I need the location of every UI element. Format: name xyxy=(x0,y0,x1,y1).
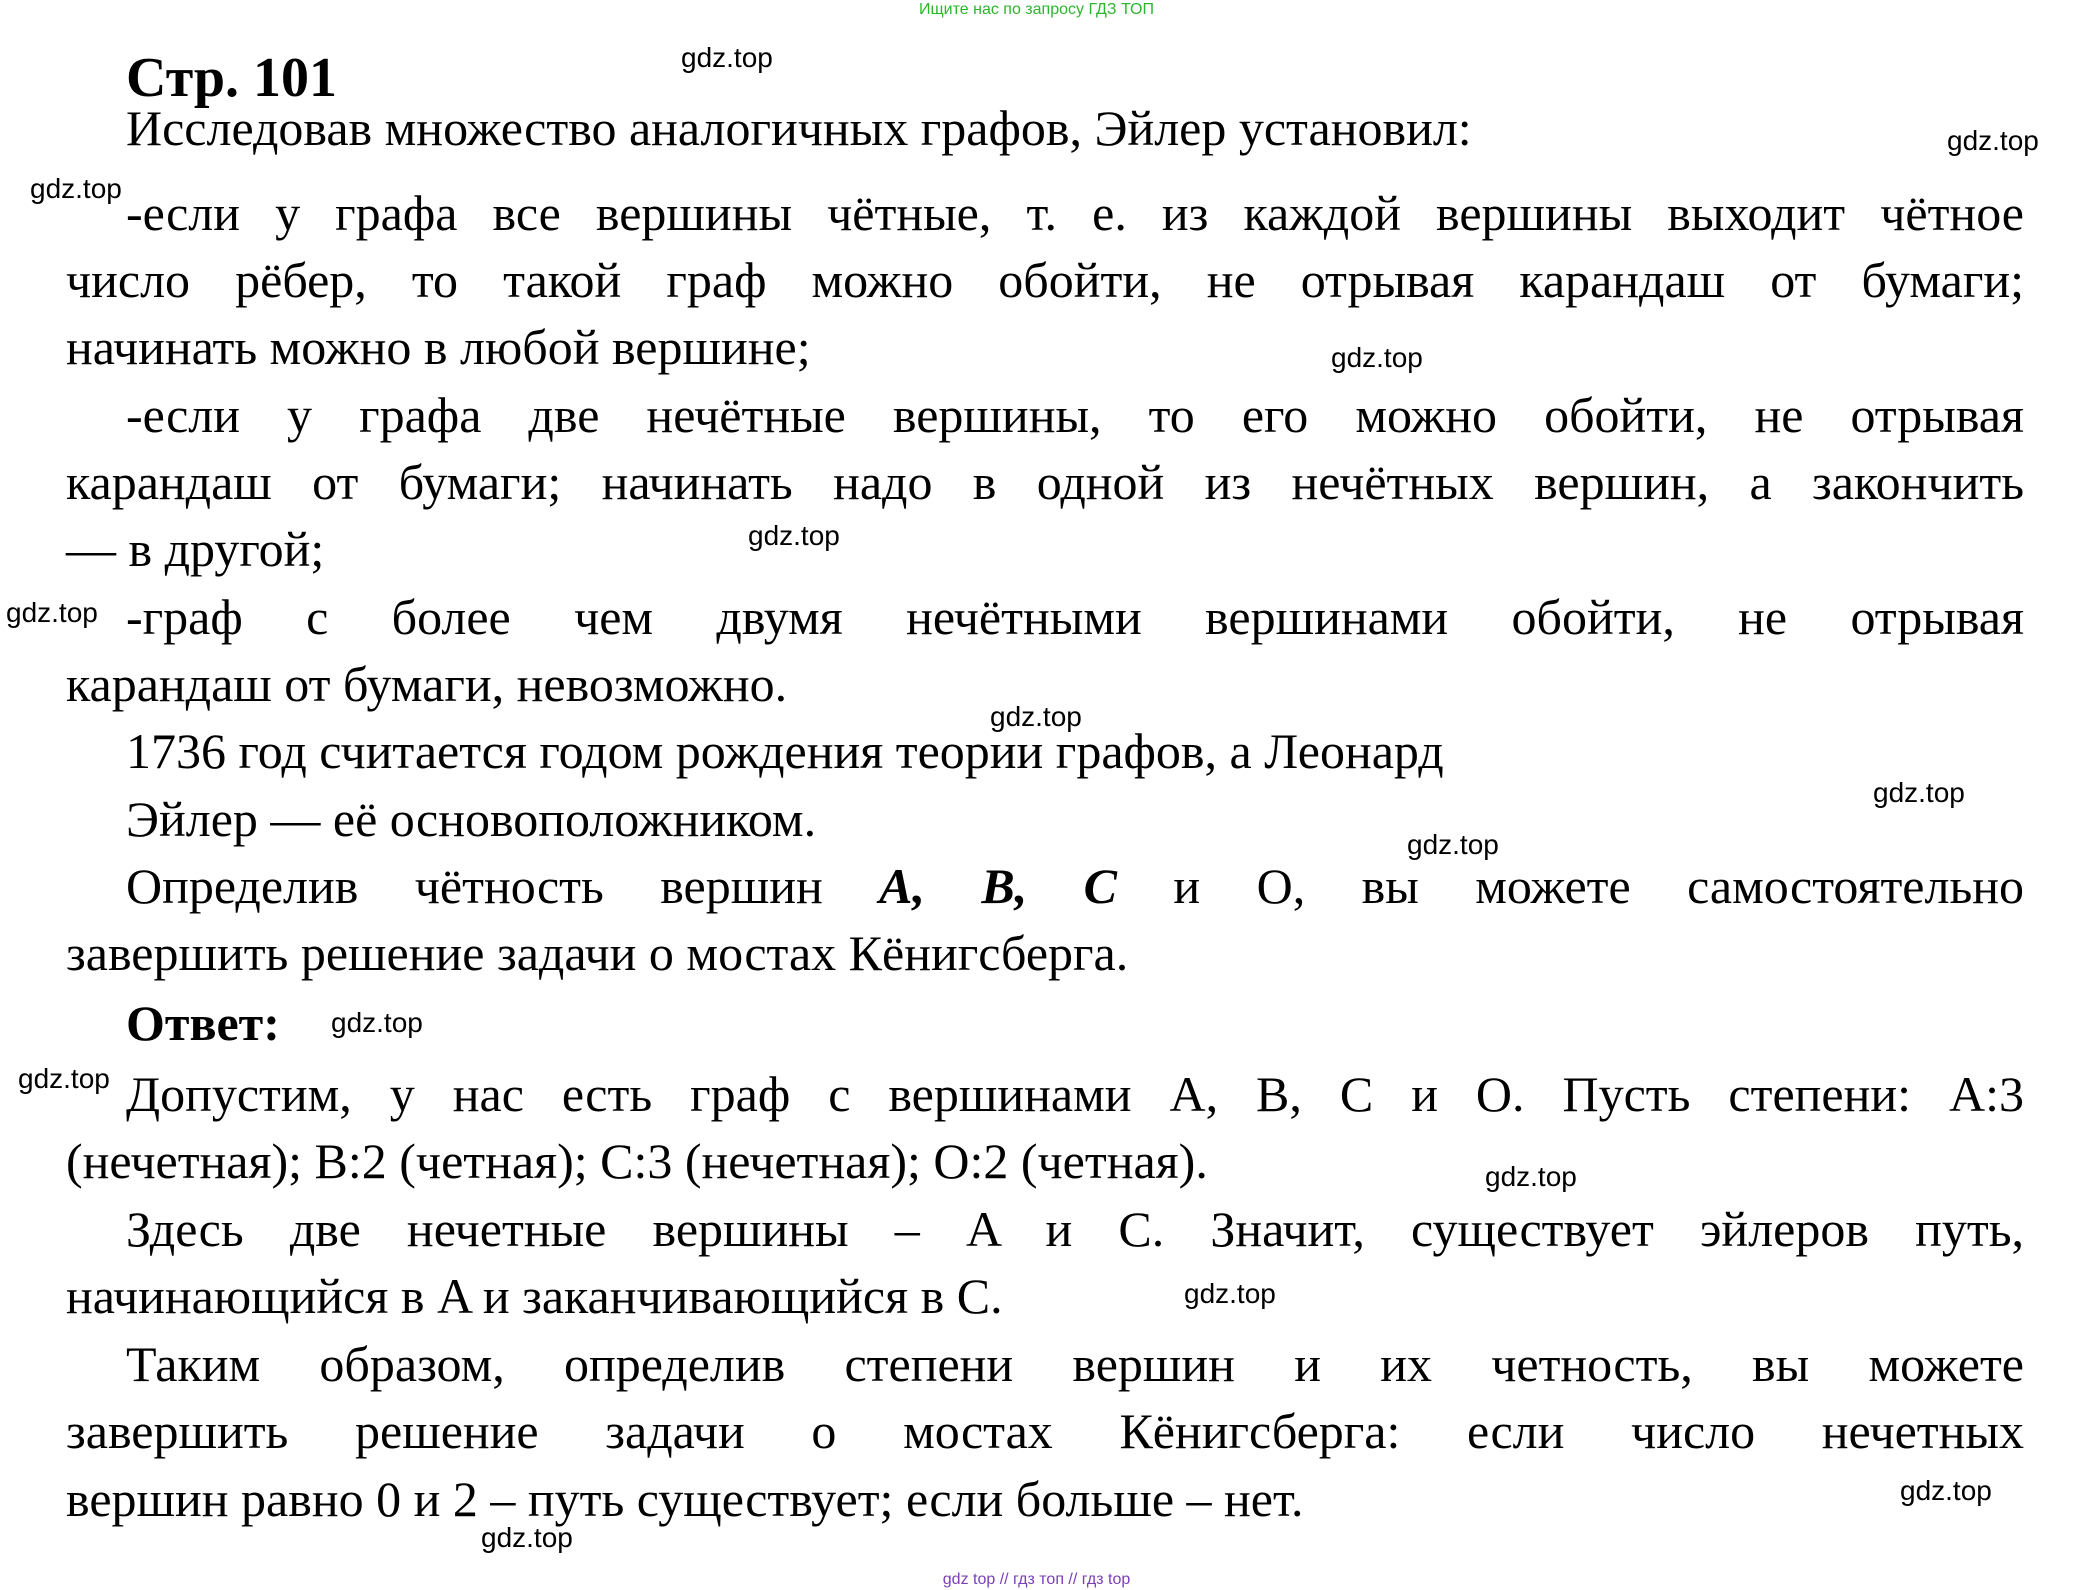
watermark: gdz.top xyxy=(6,597,98,628)
answer-line-4: начинающийся в A и заканчивающийся в C. xyxy=(66,1268,1003,1324)
answer-line-3: Здесь две нечетные вершины – A и C. Значит, существует эйлеров путь, xyxy=(126,1201,2024,1257)
watermark: gdz.top xyxy=(1873,777,1965,808)
text-line-1: Исследовав множество аналогичных графов, Эйлер установил: xyxy=(126,100,1472,156)
watermark: gdz.top xyxy=(748,520,840,551)
answer-line-5: Таким образом, определив степени вершин и их четность, вы можете xyxy=(126,1336,2024,1392)
answer-line-6: завершить решение задачи о мостах Кёнигсберга: если число нечетных xyxy=(66,1403,2024,1459)
page-title: Стр. 101 xyxy=(126,47,338,109)
watermark: gdz.top xyxy=(990,701,1082,732)
watermark: gdz.top xyxy=(18,1063,110,1094)
text-line-6: карандаш от бумаги; начинать надо в одной из нечётных вершин, а закончить xyxy=(66,454,2024,510)
vertices-label: A, B, C xyxy=(879,858,1118,914)
watermark: gdz.top xyxy=(681,42,773,73)
watermark: gdz.top xyxy=(1184,1278,1276,1309)
text-line-10: 1736 год считается годом рождения теории графов, а Леонард xyxy=(126,723,1444,779)
text-line-12 xyxy=(126,856,2024,916)
text-line-12-part-c: и О, вы можете самостоятельно xyxy=(1173,858,2024,914)
text-line-12-part-a: Определив чётность вершин xyxy=(126,858,823,914)
text-line-11: Эйлер — её основоположником. xyxy=(126,791,817,847)
answer-line-7: вершин равно 0 и 2 – путь существует; если больше – нет. xyxy=(66,1471,1304,1527)
watermark: gdz.top xyxy=(1407,829,1499,860)
text-line-3: число рёбер, то такой граф можно обойти, не отрывая карандаш от бумаги; xyxy=(66,252,2024,308)
text-line-13: завершить решение задачи о мостах Кёнигсберга. xyxy=(66,925,1129,981)
watermark: gdz.top xyxy=(1947,125,2039,156)
watermark: gdz.top xyxy=(30,173,122,204)
text-line-7: — в другой; xyxy=(66,521,325,577)
watermark: gdz.top xyxy=(1485,1161,1577,1192)
text-line-9: карандаш от бумаги, невозможно. xyxy=(66,656,788,712)
watermark: gdz.top xyxy=(1900,1475,1992,1506)
text-line-4: начинать можно в любой вершине; xyxy=(66,319,811,375)
text-line-8: -граф с более чем двумя нечётными вершинами обойти, не отрывая xyxy=(126,589,2024,645)
watermark: gdz.top xyxy=(331,1007,423,1038)
top-banner: Ищите нас по запросу ГДЗ ТОП xyxy=(919,1,1154,18)
text-line-2: -если у графа все вершины чётные, т. е. из каждой вершины выходит чётное xyxy=(126,185,2024,241)
answer-line-2: (нечетная); B:2 (четная); C:3 (нечетная); O:2 (четная). xyxy=(66,1133,1208,1189)
bottom-banner: gdz top // гдз топ // гдз top xyxy=(942,1571,1131,1588)
watermark: gdz.top xyxy=(481,1522,573,1553)
watermark: gdz.top xyxy=(1331,342,1423,373)
text-line-5: -если у графа две нечётные вершины, то его можно обойти, не отрывая xyxy=(126,387,2024,443)
answer-heading: Ответ: xyxy=(126,995,280,1051)
answer-line-1: Допустим, у нас есть граф с вершинами A, B, C и O. Пусть степени: A:3 xyxy=(126,1066,2024,1122)
